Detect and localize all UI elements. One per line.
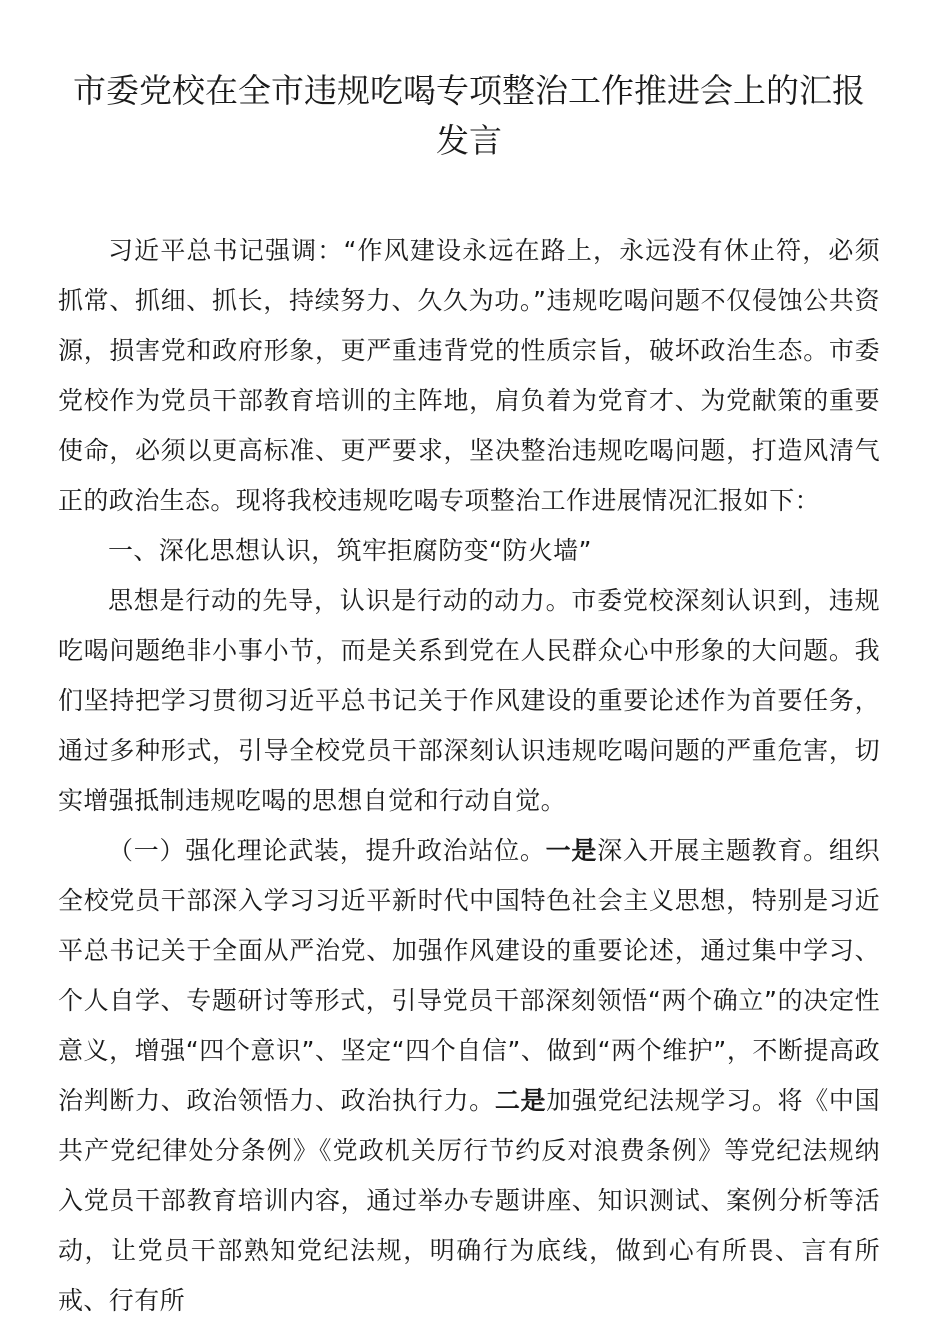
section-heading-1: 一、深化思想认识，筑牢拒腐防变“防火墙” [108,536,592,565]
subsection-1-lead: （一）强化理论武装，提升政治站位。 [108,836,546,865]
point-2-text: 加强党纪法规学习。将《中国共产党纪律处分条例》《党政机关厉行节约反对浪费条例》等党纪法规纳入党员干部教育培训内容，通过举办专题讲座、知识测试、案例分析等活动，让党员干部熟知党纪法规，明确行为底线，做到心有所畏、言有所戒、行有所 [58,1086,881,1315]
subsection-1-paragraph [58,826,880,1326]
intro-paragraph: 习近平总书记强调：“作风建设永远在路上，永远没有休止符，必须抓常、抓细、抓长，持续努力、久久为功。”违规吃喝问题不仅侵蚀公共资源，损害党和政府形象，更严重违背党的性质宗旨，破坏政治生态。市委党校作为党员干部教育培训的主阵地，肩负着为党育才、为党献策的重要使命，必须以更高标准、更严要求，坚决整治违规吃喝问题，打造风清气正的政治生态。现将我校违规吃喝专项整治工作进展情况汇报如下： [58,236,880,515]
document-title: 市委党校在全市违规吃喝专项整治工作推进会上的汇报发言 [73,71,865,160]
section-1-paragraph: 思想是行动的先导，认识是行动的动力。市委党校深刻认识到，违规吃喝问题绝非小事小节，而是关系到党在人民群众心中形象的大问题。我们坚持把学习贯彻习近平总书记关于作风建设的重要论述作为首要任务，通过多种形式，引导全校党员干部深刻认识违规吃喝问题的严重危害，切实增强抵制违规吃喝的思想自觉和行动自觉。 [58,586,880,815]
point-1-label: 一是 [545,836,598,865]
document-page [58,66,880,1326]
point-2-label: 二是 [494,1086,547,1115]
point-1-text: 深入开展主题教育。组织全校党员干部深入学习习近平新时代中国特色社会主义思想，特别是习近平总书记关于全面从严治党、加强作风建设的重要论述，通过集中学习、个人自学、专题研讨等形式，引导党员干部深刻领悟“两个确立”的决定性意义，增强“四个意识”、坚定“四个自信”、做到“两个维护”，不断提高政治判断力、政治领悟力、政治执行力。 [58,836,880,1115]
